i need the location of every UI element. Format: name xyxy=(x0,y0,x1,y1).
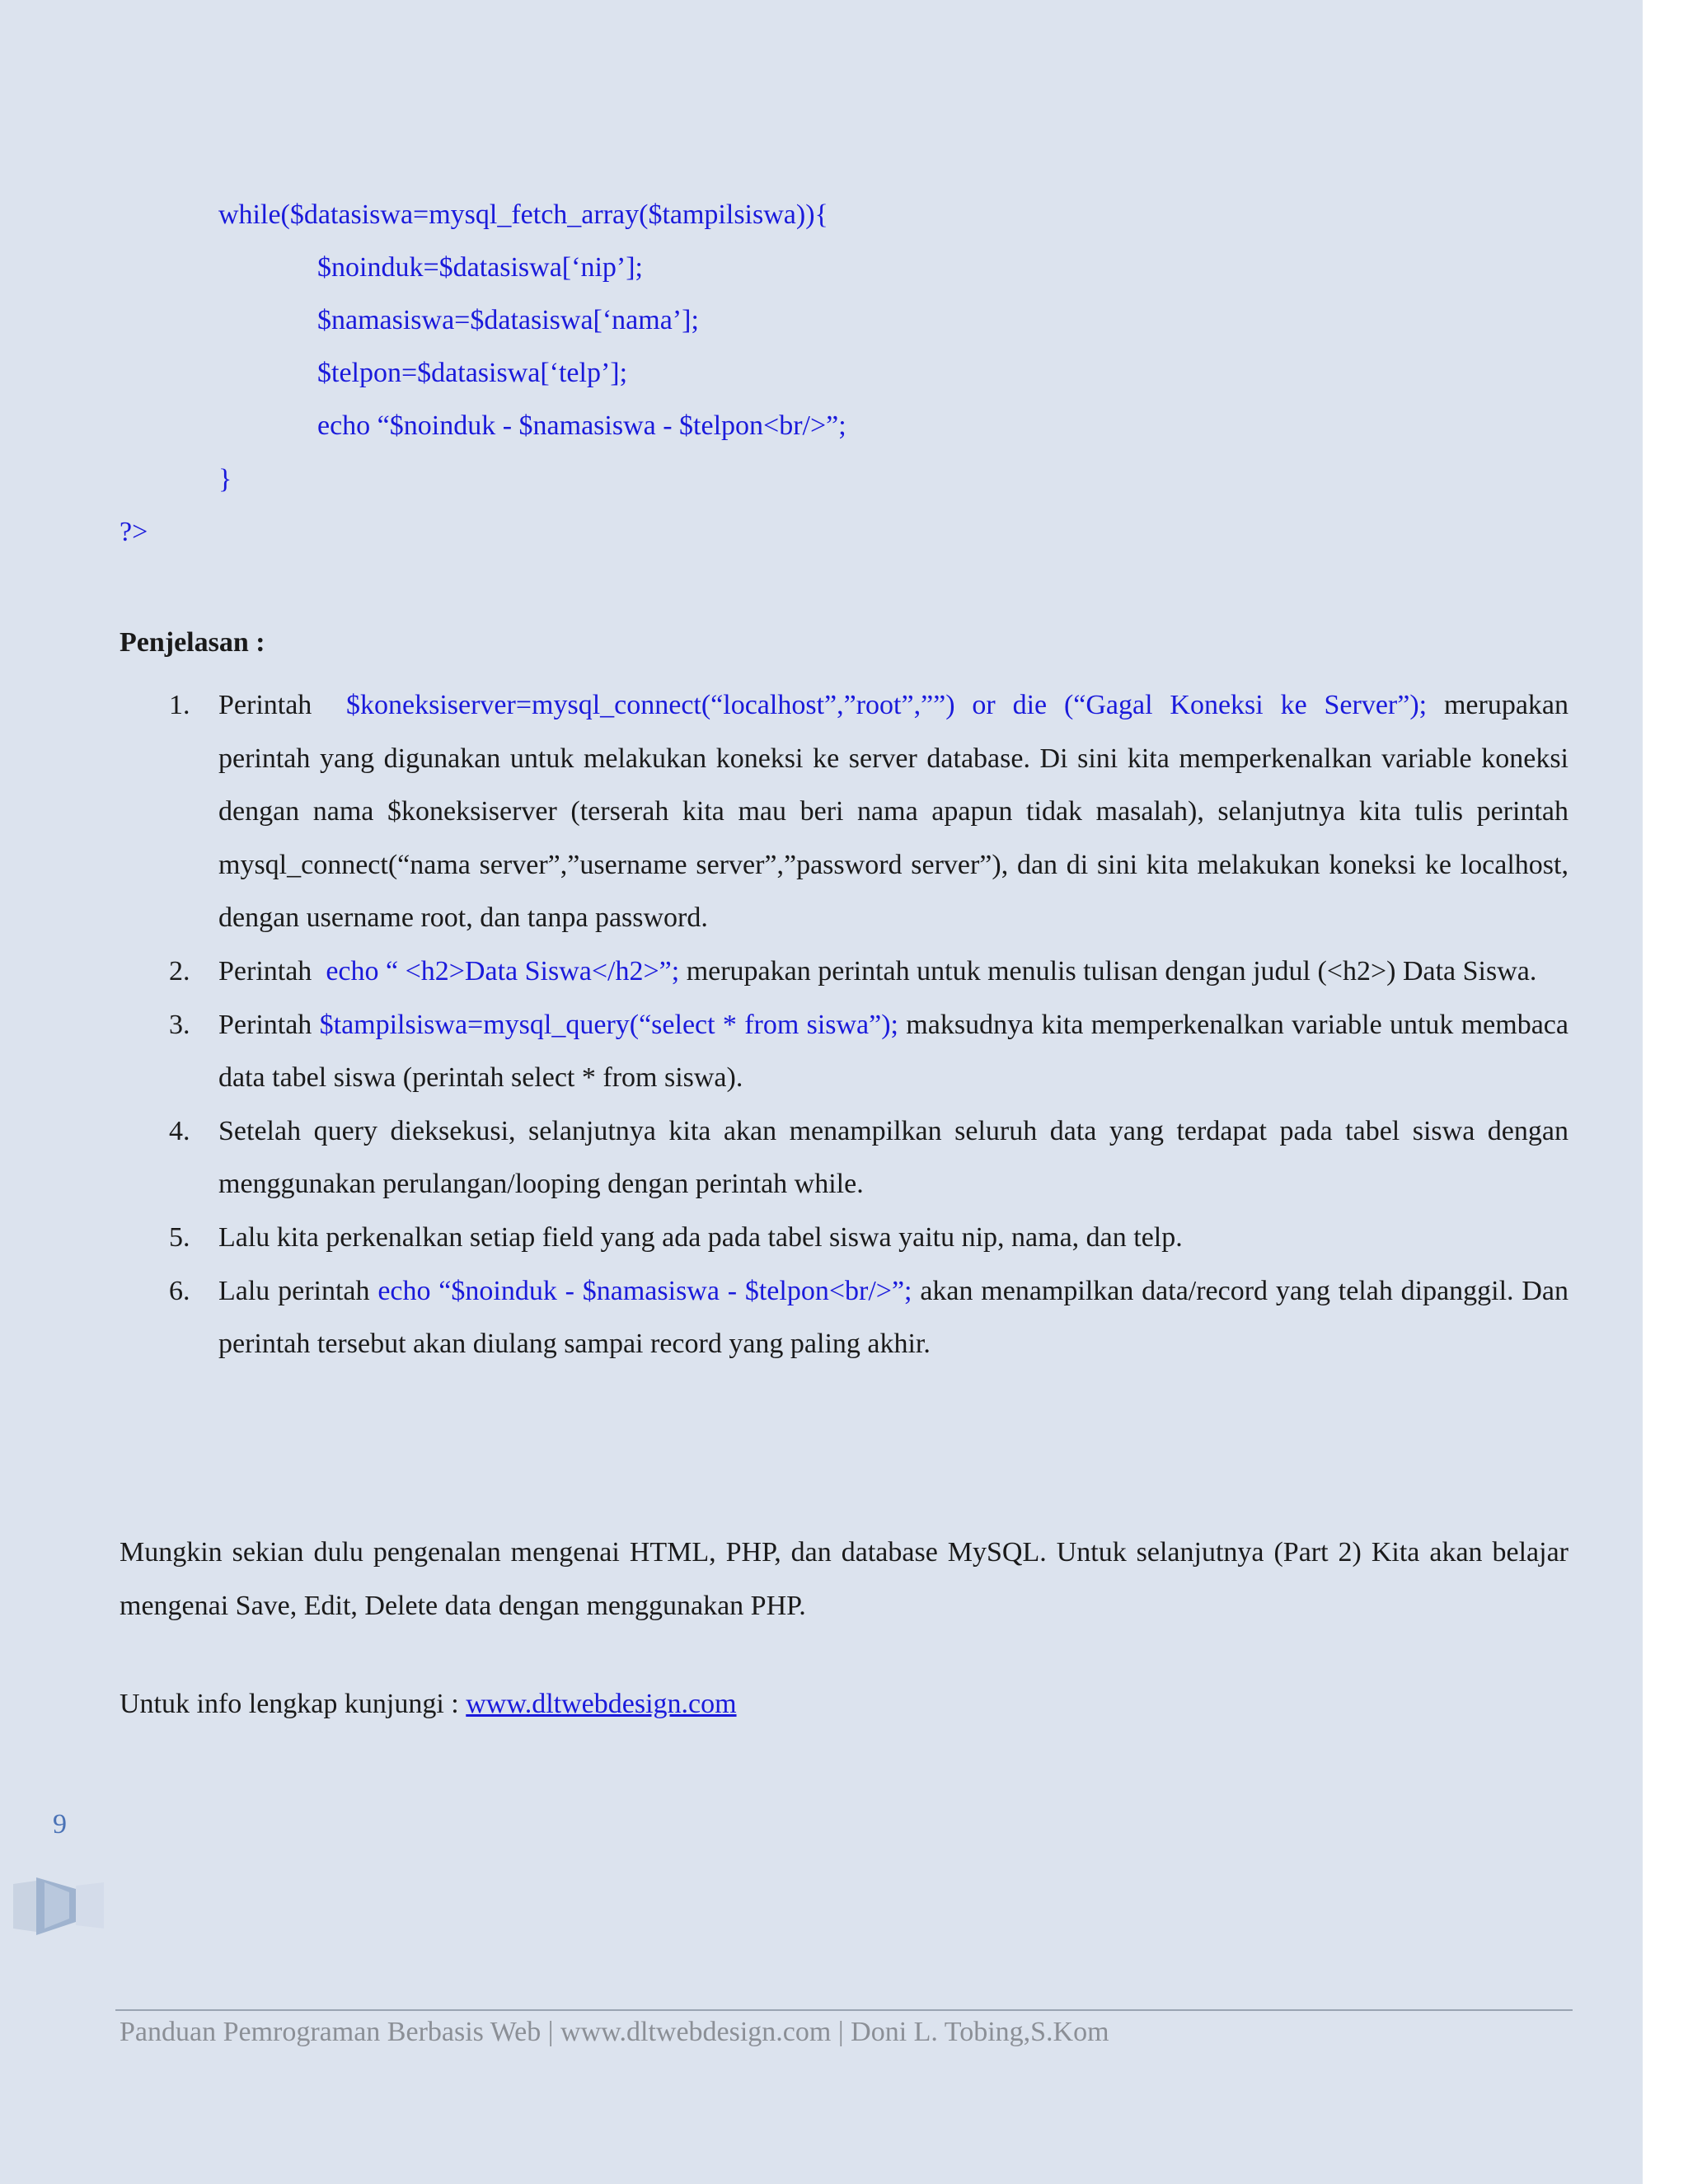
list-item xyxy=(120,1212,1568,1265)
list-item xyxy=(120,1105,1568,1212)
item-code: echo “$noinduk - $namasiswa - $telpon<br/>”; xyxy=(377,1275,912,1306)
list-item xyxy=(120,1265,1568,1371)
item-text: merupakan perintah untuk menulis tulisan dengan judul (<h2>) Data Siswa. xyxy=(679,955,1537,987)
explanation-heading: Penjelasan : xyxy=(120,627,265,658)
item-text: akan menampilkan data/record yang telah dipanggil. Dan perintah tersebut akan diulang sampai record yang paling akhir. xyxy=(218,1275,1569,1360)
code-line-php-close: ?> xyxy=(120,517,148,547)
info-line xyxy=(120,1688,737,1721)
code-line-telpon: $telpon=$datasiswa[‘telp’]; xyxy=(317,358,628,388)
footer-text: Panduan Pemrograman Berbasis Web | www.dltwebdesign.com | Doni L. Tobing,S.Kom xyxy=(120,2017,1109,2047)
list-number: 1. xyxy=(169,690,190,720)
page-arrow-icon xyxy=(12,1874,107,1937)
item-prefix: Lalu perintah xyxy=(218,1275,378,1306)
code-line-close-brace: } xyxy=(218,464,232,494)
list-number: 5. xyxy=(169,1221,190,1253)
website-link[interactable]: www.dltwebdesign.com xyxy=(466,1689,737,1719)
footer-divider xyxy=(115,2009,1573,2011)
info-label: Untuk info lengkap kunjungi : xyxy=(120,1689,467,1719)
code-line-namasiswa: $namasiswa=$datasiswa[‘nama’]; xyxy=(317,305,699,335)
list-item xyxy=(120,999,1568,1105)
list-item xyxy=(120,679,1568,945)
item-code: $koneksiserver=mysql_connect(“localhost”,”root”,””) or die (“Gagal Koneksi ke Server”); xyxy=(346,690,1428,720)
item-text: merupakan perintah yang digunakan untuk melakukan koneksi ke server database. Di sini kita memperkenalkan variable koneksi dengan nama $koneksiserver (terserah kita mau beri nama apapun tidak masalah), selanjutnya kita tulis perintah mysql_connect(“nama server”,”username server”,”password server”), dan di sini kita melakukan koneksi ke localhost, dengan username root, dan tanpa password. xyxy=(218,690,1569,934)
code-line-while: while($datasiswa=mysql_fetch_array($tampilsiswa)){ xyxy=(218,199,828,230)
page-number: 9 xyxy=(53,1809,67,1840)
list-number: 4. xyxy=(169,1115,190,1146)
item-prefix: Perintah xyxy=(218,1009,320,1040)
code-line-noinduk: $noinduk=$datasiswa[‘nip’]; xyxy=(317,252,643,283)
item-text: maksudnya kita memperkenalkan variable untuk membaca data tabel siswa (perintah select * from siswa). xyxy=(218,1009,1568,1094)
list-number: 2. xyxy=(169,955,190,987)
list-number: 3. xyxy=(169,1009,190,1040)
closing-paragraph: Mungkin sekian dulu pengenalan mengenai HTML, PHP, dan database MySQL. Untuk selanjutnya (Part 2) Kita akan belajar mengenai Save, Edit, Delete data dengan menggunakan PHP. xyxy=(120,1537,1568,1621)
item-prefix: Perintah xyxy=(218,955,326,987)
list-item xyxy=(120,945,1568,999)
explanation-list xyxy=(120,679,1568,1371)
item-text: Lalu kita perkenalkan setiap field yang ada pada tabel siswa yaitu nip, nama, dan telp. xyxy=(218,1221,1183,1253)
code-line-echo: echo “$noinduk - $namasiswa - $telpon<br/>”; xyxy=(317,410,846,441)
item-code: $tampilsiswa=mysql_query(“select * from siswa”); xyxy=(319,1009,898,1040)
item-prefix: Perintah xyxy=(218,690,347,720)
item-text: Setelah query dieksekusi, selanjutnya kita akan menampilkan seluruh data yang terdapat pada tabel siswa dengan menggunakan perulangan/looping dengan perintah while. xyxy=(218,1115,1568,1200)
list-number: 6. xyxy=(169,1275,190,1306)
item-code: echo “ <h2>Data Siswa</h2>”; xyxy=(326,955,680,987)
